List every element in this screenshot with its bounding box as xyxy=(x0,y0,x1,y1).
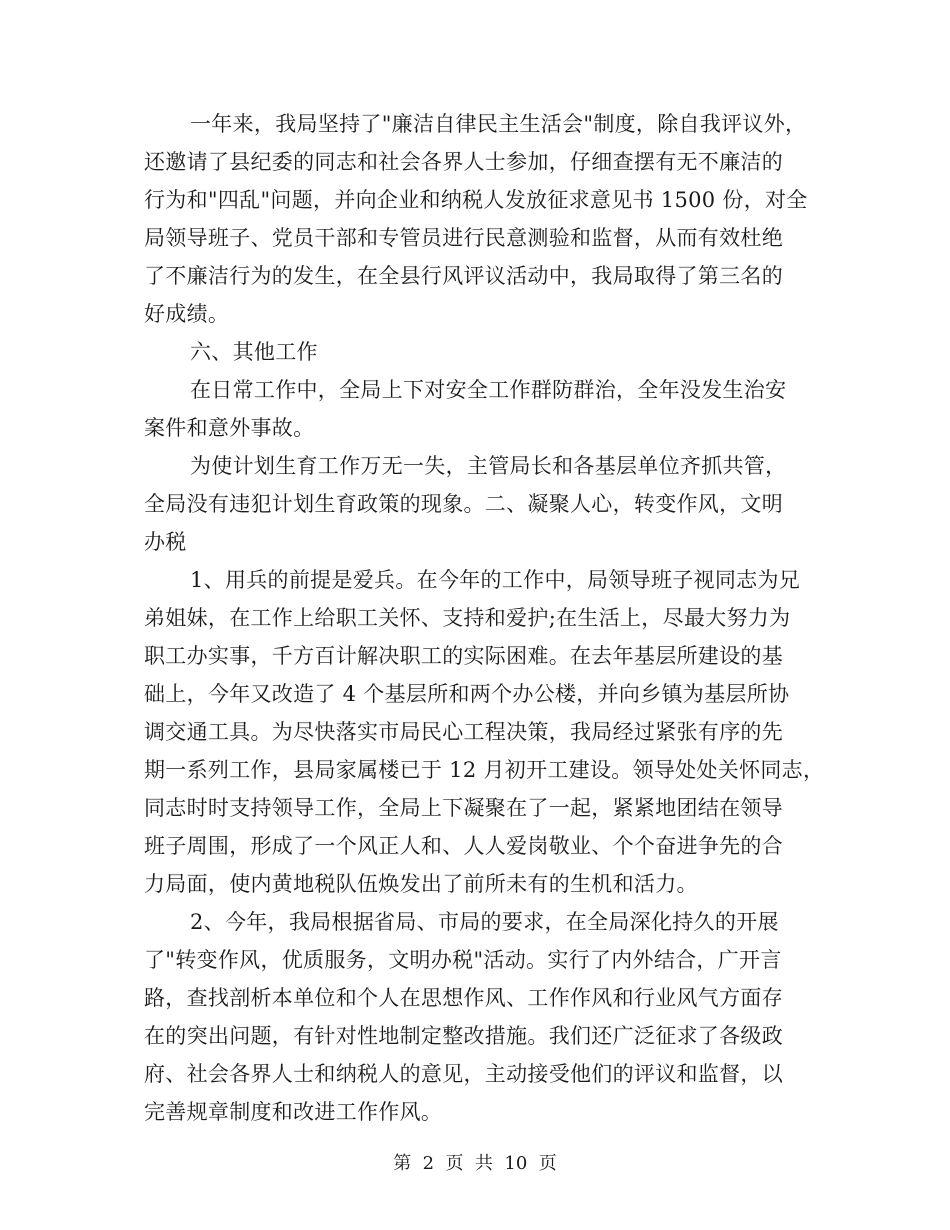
paragraph-2-line-2: 案件和意外事故。 xyxy=(144,416,315,440)
paragraph-5-line-5: 府、社会各界人士和纳税人的意见，主动接受他们的评议和监督，以 xyxy=(144,1062,783,1086)
paragraph-3-line-3: 办税 xyxy=(144,530,187,554)
paragraph-1-line-6: 好成绩。 xyxy=(144,302,230,326)
paragraph-5-line-3: 路，查找剖析本单位和个人在思想作风、工作作风和行业风气方面存 xyxy=(144,986,783,1010)
paragraph-3-line-1: 为使计划生育工作万无一失，主管局长和各基层单位齐抓共管， xyxy=(190,454,787,478)
paragraph-4-line-9: 力局面，使内黄地税队伍焕发出了前所未有的生机和活力。 xyxy=(144,872,698,896)
paragraph-4-line-4: 础上，今年又改造了 4 个基层所和两个办公楼，并向乡镇为基层所协 xyxy=(144,682,790,706)
paragraph-4-line-1: 1、用兵的前提是爱兵。在今年的工作中，局领导班子视同志为兄 xyxy=(190,568,801,592)
paragraph-3-line-2: 全局没有违犯计划生育政策的现象。二、凝聚人心，转变作风，文明 xyxy=(144,492,783,516)
paragraph-1-line-5: 了不廉洁行为的发生，在全县行风评议活动中，我局取得了第三名的 xyxy=(144,264,783,288)
paragraph-4-line-3: 职工办实事，千方百计解决职工的实际困难。在去年基层所建设的基 xyxy=(144,644,783,668)
paragraph-5-line-4: 在的突出问题，有针对性地制定整改措施。我们还广泛征求了各级政 xyxy=(144,1024,783,1048)
section-heading-other-work: 六、其他工作 xyxy=(190,340,318,364)
page-number-footer: 第 2 页 共 10 页 xyxy=(393,1153,557,1174)
paragraph-4-line-2: 弟姐妹，在工作上给职工关怀、支持和爱护;在生活上，尽最大努力为 xyxy=(144,606,791,630)
paragraph-1-line-2: 还邀请了县纪委的同志和社会各界人士参加，仔细查摆有无不廉洁的 xyxy=(144,150,783,174)
paragraph-2-line-1: 在日常工作中，全局上下对安全工作群防群治，全年没发生治安 xyxy=(190,378,787,402)
paragraph-4-line-8: 班子周围，形成了一个风正人和、人人爱岗敬业、个个奋进争先的合 xyxy=(144,834,783,858)
paragraph-4-line-5: 调交通工具。为尽快落实市局民心工程决策，我局经过紧张有序的先 xyxy=(144,720,783,744)
paragraph-1-line-1: 一年来，我局坚持了"廉洁自律民主生活会"制度，除自我评议外， xyxy=(190,112,807,136)
paragraph-5-line-2: 了"转变作风，优质服务，文明办税"活动。实行了内外结合，广开言 xyxy=(144,948,782,972)
paragraph-4-line-6: 期一系列工作，县局家属楼已于 12 月初开工建设。领导处处关怀同志， xyxy=(144,758,825,782)
paragraph-1-line-3: 行为和"四乱"问题，并向企业和纳税人发放征求意见书 1500 份，对全 xyxy=(144,188,808,212)
paragraph-5-line-6: 完善规章制度和改进工作作风。 xyxy=(144,1100,443,1124)
paragraph-1-line-4: 局领导班子、党员干部和专管员进行民意测验和监督，从而有效杜绝 xyxy=(144,226,783,250)
paragraph-5-line-1: 2、今年，我局根据省局、市局的要求，在全局深化持久的开展 xyxy=(190,910,779,934)
paragraph-4-line-7: 同志时时支持领导工作，全局上下凝聚在了一起，紧紧地团结在领导 xyxy=(144,796,783,820)
